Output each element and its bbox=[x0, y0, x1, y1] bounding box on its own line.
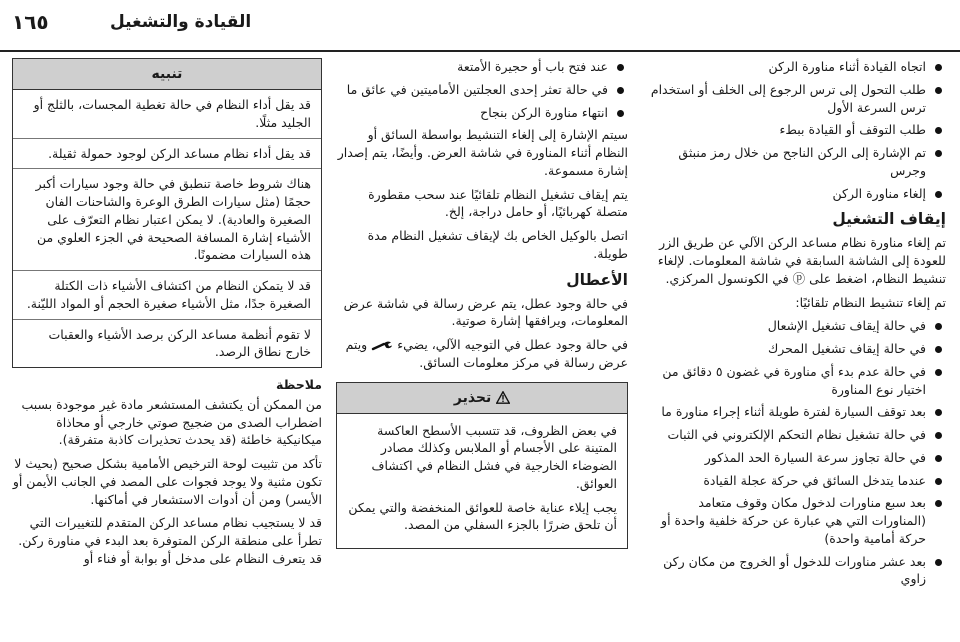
deactivation-signal-text: سيتم الإشارة إلى إلغاء التنشيط بواسطة السائق أو النظام أثناء المناورة في شاشة العرض. وأيضًا، يتم إصدار إشارة مسموعة. bbox=[337, 127, 628, 178]
remark-title: ملاحظة bbox=[276, 377, 322, 392]
section-title-faults: الأعطال bbox=[566, 270, 628, 289]
warning-box-body bbox=[337, 414, 627, 549]
auto-deactivation-intro: تم إلغاء تنشيط النظام تلقائيًا: bbox=[795, 294, 946, 310]
list-item: طلب التوقف أو القيادة ببطء bbox=[642, 121, 946, 139]
list-item: بعد توقف السيارة لفترة طويلة أثناء إجراء مناورة ما bbox=[642, 403, 946, 421]
warning-title: تحذير bbox=[453, 389, 492, 406]
faults-text-1: في حالة وجود عطل، يتم عرض رسالة في شاشة عرض المعلومات، ويرافقها إشارة صوتية. bbox=[343, 295, 628, 329]
remark-text-1: من الممكن أن يكتشف المستشعر مادة غير موجودة بسبب اضطراب الصدى من ضجيج صوتي خارجي أو محاذاة ميكانيكية خاطئة (قد يحدث تحذيرات كاذبة متفرقة). bbox=[21, 396, 322, 448]
list-item: تم الإشارة إلى الركن الناجح من خلال رمز منبثق وجرس bbox=[642, 144, 946, 180]
page-number: ١٦٥ bbox=[12, 10, 49, 34]
faults-text-2 bbox=[336, 336, 628, 372]
list-item: في حالة تعثر إحدى العجلتين الأماميتين في عائق ما bbox=[336, 81, 628, 99]
note-text-5: لا تقوم أنظمة مساعد الركن برصد الأشياء والعقبات خارج نطاق الرصد. bbox=[48, 326, 311, 360]
note-text-2: قد يقل أداء نظام مساعد الركن لوجود حمولة ثقيلة. bbox=[13, 139, 321, 170]
list-item: في حالة تجاوز سرعة السيارة الحد المذكور bbox=[642, 449, 946, 467]
remark-text-2: تأكد من تثبيت لوحة الترخيص الأمامية بشكل صحيح (بحيث لا تكون مثنية ولا يوجد فجوات على المصد في الجانب الأيمن أو الأيسر) ومن أن أدوات الاستشعار في أماكنها. bbox=[12, 456, 322, 507]
auto-deactivation-list bbox=[642, 317, 946, 588]
display-info-list bbox=[642, 58, 946, 202]
list-item: إلغاء مناورة الركن bbox=[642, 185, 946, 203]
note-text-4: قد لا يتمكن النظام من اكتشاف الأشياء ذات الكتلة الصغيرة جدًا، مثل الأشياء صغيرة الحجم أو المواد الليّنة. bbox=[13, 271, 321, 320]
dealer-contact-text: اتصل بالوكيل الخاص بك لإيقاف تشغيل النظام مدة طويلة. bbox=[367, 228, 628, 261]
warning-text-1: في بعض الظروف، قد تتسبب الأسطح العاكسة المتينة على الأجسام أو الملابس وكذلك مصادر الضوضاء الخارجية في فشل النظام في اكتشاف العوائق. bbox=[371, 422, 617, 491]
warning-box-header bbox=[337, 383, 627, 414]
deactivation-intro: تم إلغاء مناورة نظام مساعد الركن الآلي عن طريق الزر للعودة إلى الشاشة السابقة في شاشة المعلومات. لإلغاء تنشيط النظام، اضغط على ⓟ في الكونسول المركزي. bbox=[657, 235, 946, 286]
remark-text-3: قد لا يستجيب نظام مساعد الركن المتقدم للتغييرات التي تطرأ على منطقة الركن المتوفرة بعد البدء في مناورة ركن. قد يتعرف النظام على مدخل أو بوابة أو فناء أو bbox=[18, 515, 322, 566]
list-item: انتهاء مناورة الركن بنجاح bbox=[336, 104, 628, 122]
list-item: عند فتح باب أو حجيرة الأمتعة bbox=[336, 58, 628, 76]
steering-wrench-icon bbox=[371, 341, 393, 351]
trailer-deactivation-text: يتم إيقاف تشغيل النظام تلقائيًا عند سحب مقطورة متصلة كهربائيًا، أو حامل دراجة، إلخ. bbox=[368, 186, 628, 220]
note-box bbox=[12, 58, 322, 368]
faults-text-2a: في حالة وجود عطل في التوجيه الآلي، يضيء bbox=[397, 337, 628, 352]
warning-triangle-icon bbox=[496, 391, 510, 404]
warning-box bbox=[336, 382, 628, 550]
column-left bbox=[12, 58, 322, 636]
list-item: بعد سبع مناورات لدخول مكان وقوف متعامد (المناورات التي هي عبارة عن حركة خلفية واحدة أو حركة أمامية واحدة) bbox=[642, 494, 946, 547]
warning-text-2: يجب إيلاء عناية خاصة للعوائق المنخفضة والتي يمكن أن تلحق ضررًا بالجزء السفلي من المصد. bbox=[348, 499, 617, 533]
deactivation-continued-list bbox=[336, 58, 628, 121]
list-item: بعد عشر مناورات للدخول أو الخروج من مكان ركن زاوي bbox=[642, 553, 946, 589]
list-item: في حالة تشغيل نظام التحكم الإلكتروني في الثبات bbox=[642, 426, 946, 444]
list-item: في حالة عدم بدء أي مناورة في غضون ٥ دقائق من اختيار نوع المناورة bbox=[642, 363, 946, 399]
list-item: في حالة إيقاف تشغيل الإشعال bbox=[642, 317, 946, 335]
list-item: في حالة إيقاف تشغيل المحرك bbox=[642, 340, 946, 358]
list-item: اتجاه القيادة أثناء مناورة الركن bbox=[642, 58, 946, 76]
page-header bbox=[0, 0, 960, 52]
page-title: القيادة والتشغيل bbox=[110, 12, 252, 32]
column-middle bbox=[336, 58, 628, 636]
faults-text-2b: ويتم عرض رسالة في مركز معلومات السائق. bbox=[345, 337, 628, 370]
note-box-header: تنبيه bbox=[13, 59, 321, 90]
list-item: طلب التحول إلى ترس الرجوع إلى الخلف أو استخدام ترس السرعة الأول bbox=[642, 81, 946, 117]
list-item: عندما يتدخل السائق في حركة عجلة القيادة bbox=[642, 472, 946, 490]
note-text-3: هناك شروط خاصة تنطبق في حالة وجود سيارات أكبر حجمًا (مثل سيارات الطرق الوعرة والشاحنات الفان الصغيرة والعادية). لا يمكن اعتبار نظام التعرّف على الأشياء إشارة المسافة الصحيحة في الجزء العلوي من هذه السيارات مضمونًا. bbox=[13, 169, 321, 271]
column-right bbox=[642, 58, 946, 636]
note-text-1: قد يقل أداء النظام في حالة تغطية المجسات، بالثلج أو الجليد مثلًا. bbox=[13, 90, 321, 139]
section-title-deactivation: إيقاف التشغيل bbox=[832, 210, 946, 229]
